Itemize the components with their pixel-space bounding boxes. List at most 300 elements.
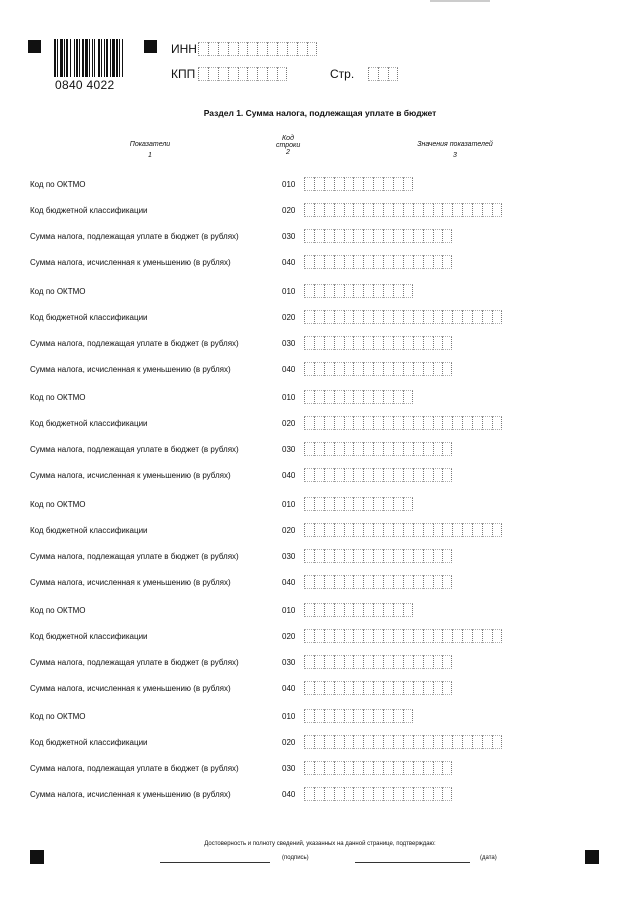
row-value-field[interactable] — [304, 284, 413, 298]
input-cell[interactable] — [393, 177, 403, 191]
inn-field[interactable] — [198, 42, 317, 56]
input-cell[interactable] — [334, 442, 344, 456]
row-value-field[interactable] — [304, 336, 452, 350]
input-cell[interactable] — [433, 681, 443, 695]
input-cell[interactable] — [413, 629, 423, 643]
input-cell[interactable] — [363, 709, 373, 723]
input-cell[interactable] — [393, 575, 403, 589]
input-cell[interactable] — [442, 629, 452, 643]
input-cell[interactable] — [324, 336, 334, 350]
input-cell[interactable] — [324, 735, 334, 749]
input-cell[interactable] — [452, 735, 462, 749]
input-cell[interactable] — [393, 390, 403, 404]
input-cell[interactable] — [304, 336, 314, 350]
input-cell[interactable] — [393, 310, 403, 324]
input-cell[interactable] — [344, 603, 354, 617]
input-cell[interactable] — [324, 177, 334, 191]
input-cell[interactable] — [442, 761, 452, 775]
input-cell[interactable] — [393, 362, 403, 376]
input-cell[interactable] — [413, 442, 423, 456]
row-value-field[interactable] — [304, 442, 452, 456]
input-cell[interactable] — [393, 284, 403, 298]
input-cell[interactable] — [314, 284, 324, 298]
input-cell[interactable] — [433, 523, 443, 537]
input-cell[interactable] — [383, 442, 393, 456]
input-cell[interactable] — [393, 255, 403, 269]
input-cell[interactable] — [353, 310, 363, 324]
input-cell[interactable] — [353, 255, 363, 269]
input-cell[interactable] — [363, 310, 373, 324]
input-cell[interactable] — [267, 42, 277, 56]
input-cell[interactable] — [373, 336, 383, 350]
input-cell[interactable] — [334, 255, 344, 269]
input-cell[interactable] — [413, 735, 423, 749]
input-cell[interactable] — [442, 523, 452, 537]
input-cell[interactable] — [297, 42, 307, 56]
input-cell[interactable] — [314, 523, 324, 537]
input-cell[interactable] — [413, 787, 423, 801]
input-cell[interactable] — [373, 629, 383, 643]
input-cell[interactable] — [324, 549, 334, 563]
input-cell[interactable] — [413, 336, 423, 350]
input-cell[interactable] — [393, 523, 403, 537]
input-cell[interactable] — [353, 523, 363, 537]
input-cell[interactable] — [452, 523, 462, 537]
input-cell[interactable] — [334, 497, 344, 511]
row-value-field[interactable] — [304, 575, 452, 589]
input-cell[interactable] — [383, 603, 393, 617]
input-cell[interactable] — [383, 416, 393, 430]
input-cell[interactable] — [442, 787, 452, 801]
input-cell[interactable] — [314, 362, 324, 376]
date-line[interactable] — [355, 862, 470, 863]
input-cell[interactable] — [373, 362, 383, 376]
input-cell[interactable] — [324, 761, 334, 775]
input-cell[interactable] — [492, 629, 502, 643]
input-cell[interactable] — [314, 416, 324, 430]
input-cell[interactable] — [344, 761, 354, 775]
input-cell[interactable] — [403, 497, 413, 511]
input-cell[interactable] — [353, 629, 363, 643]
input-cell[interactable] — [423, 681, 433, 695]
input-cell[interactable] — [363, 761, 373, 775]
input-cell[interactable] — [383, 735, 393, 749]
input-cell[interactable] — [403, 442, 413, 456]
input-cell[interactable] — [452, 310, 462, 324]
input-cell[interactable] — [378, 67, 388, 81]
row-value-field[interactable] — [304, 549, 452, 563]
input-cell[interactable] — [304, 416, 314, 430]
input-cell[interactable] — [433, 362, 443, 376]
input-cell[interactable] — [442, 549, 452, 563]
input-cell[interactable] — [373, 468, 383, 482]
input-cell[interactable] — [492, 203, 502, 217]
input-cell[interactable] — [314, 549, 324, 563]
input-cell[interactable] — [403, 575, 413, 589]
input-cell[interactable] — [344, 655, 354, 669]
input-cell[interactable] — [363, 497, 373, 511]
input-cell[interactable] — [324, 603, 334, 617]
input-cell[interactable] — [413, 681, 423, 695]
input-cell[interactable] — [413, 416, 423, 430]
input-cell[interactable] — [238, 67, 248, 81]
input-cell[interactable] — [334, 284, 344, 298]
input-cell[interactable] — [344, 177, 354, 191]
input-cell[interactable] — [304, 362, 314, 376]
input-cell[interactable] — [314, 575, 324, 589]
input-cell[interactable] — [363, 229, 373, 243]
input-cell[interactable] — [472, 416, 482, 430]
input-cell[interactable] — [492, 735, 502, 749]
input-cell[interactable] — [324, 255, 334, 269]
input-cell[interactable] — [353, 442, 363, 456]
input-cell[interactable] — [344, 310, 354, 324]
input-cell[interactable] — [324, 284, 334, 298]
input-cell[interactable] — [433, 549, 443, 563]
input-cell[interactable] — [482, 416, 492, 430]
input-cell[interactable] — [363, 468, 373, 482]
input-cell[interactable] — [403, 629, 413, 643]
input-cell[interactable] — [383, 284, 393, 298]
input-cell[interactable] — [334, 523, 344, 537]
input-cell[interactable] — [433, 655, 443, 669]
input-cell[interactable] — [353, 416, 363, 430]
input-cell[interactable] — [462, 310, 472, 324]
input-cell[interactable] — [442, 229, 452, 243]
input-cell[interactable] — [393, 709, 403, 723]
input-cell[interactable] — [433, 336, 443, 350]
input-cell[interactable] — [373, 549, 383, 563]
input-cell[interactable] — [423, 549, 433, 563]
input-cell[interactable] — [393, 735, 403, 749]
input-cell[interactable] — [353, 229, 363, 243]
input-cell[interactable] — [472, 629, 482, 643]
input-cell[interactable] — [363, 575, 373, 589]
input-cell[interactable] — [344, 523, 354, 537]
input-cell[interactable] — [403, 310, 413, 324]
input-cell[interactable] — [344, 575, 354, 589]
input-cell[interactable] — [304, 655, 314, 669]
input-cell[interactable] — [383, 229, 393, 243]
input-cell[interactable] — [324, 497, 334, 511]
input-cell[interactable] — [462, 416, 472, 430]
input-cell[interactable] — [368, 67, 378, 81]
input-cell[interactable] — [403, 468, 413, 482]
input-cell[interactable] — [492, 416, 502, 430]
input-cell[interactable] — [413, 203, 423, 217]
input-cell[interactable] — [423, 575, 433, 589]
input-cell[interactable] — [344, 255, 354, 269]
input-cell[interactable] — [363, 629, 373, 643]
row-value-field[interactable] — [304, 390, 413, 404]
input-cell[interactable] — [373, 310, 383, 324]
input-cell[interactable] — [413, 229, 423, 243]
input-cell[interactable] — [353, 177, 363, 191]
input-cell[interactable] — [373, 203, 383, 217]
input-cell[interactable] — [304, 549, 314, 563]
input-cell[interactable] — [353, 549, 363, 563]
input-cell[interactable] — [403, 523, 413, 537]
input-cell[interactable] — [344, 629, 354, 643]
input-cell[interactable] — [433, 203, 443, 217]
input-cell[interactable] — [482, 735, 492, 749]
input-cell[interactable] — [403, 336, 413, 350]
input-cell[interactable] — [304, 203, 314, 217]
input-cell[interactable] — [344, 709, 354, 723]
signature-line[interactable] — [160, 862, 270, 863]
input-cell[interactable] — [363, 284, 373, 298]
input-cell[interactable] — [462, 629, 472, 643]
input-cell[interactable] — [238, 42, 248, 56]
input-cell[interactable] — [228, 67, 238, 81]
input-cell[interactable] — [403, 416, 413, 430]
input-cell[interactable] — [423, 336, 433, 350]
input-cell[interactable] — [442, 336, 452, 350]
input-cell[interactable] — [334, 310, 344, 324]
input-cell[interactable] — [452, 629, 462, 643]
input-cell[interactable] — [304, 229, 314, 243]
input-cell[interactable] — [423, 229, 433, 243]
row-value-field[interactable] — [304, 229, 452, 243]
input-cell[interactable] — [277, 67, 287, 81]
input-cell[interactable] — [304, 177, 314, 191]
input-cell[interactable] — [403, 284, 413, 298]
input-cell[interactable] — [344, 787, 354, 801]
input-cell[interactable] — [393, 549, 403, 563]
input-cell[interactable] — [353, 390, 363, 404]
input-cell[interactable] — [334, 177, 344, 191]
input-cell[interactable] — [383, 203, 393, 217]
input-cell[interactable] — [304, 575, 314, 589]
input-cell[interactable] — [423, 787, 433, 801]
input-cell[interactable] — [304, 468, 314, 482]
input-cell[interactable] — [324, 575, 334, 589]
input-cell[interactable] — [388, 67, 398, 81]
input-cell[interactable] — [353, 362, 363, 376]
input-cell[interactable] — [423, 416, 433, 430]
input-cell[interactable] — [373, 284, 383, 298]
input-cell[interactable] — [403, 681, 413, 695]
input-cell[interactable] — [423, 203, 433, 217]
input-cell[interactable] — [373, 177, 383, 191]
input-cell[interactable] — [423, 362, 433, 376]
input-cell[interactable] — [314, 735, 324, 749]
input-cell[interactable] — [324, 229, 334, 243]
input-cell[interactable] — [393, 761, 403, 775]
input-cell[interactable] — [334, 629, 344, 643]
input-cell[interactable] — [334, 761, 344, 775]
input-cell[interactable] — [433, 735, 443, 749]
input-cell[interactable] — [373, 655, 383, 669]
page-number-field[interactable] — [368, 67, 398, 81]
input-cell[interactable] — [363, 255, 373, 269]
input-cell[interactable] — [314, 203, 324, 217]
input-cell[interactable] — [442, 203, 452, 217]
input-cell[interactable] — [324, 310, 334, 324]
input-cell[interactable] — [314, 629, 324, 643]
input-cell[interactable] — [334, 735, 344, 749]
input-cell[interactable] — [363, 549, 373, 563]
input-cell[interactable] — [324, 442, 334, 456]
input-cell[interactable] — [334, 468, 344, 482]
input-cell[interactable] — [257, 67, 267, 81]
input-cell[interactable] — [383, 336, 393, 350]
input-cell[interactable] — [307, 42, 317, 56]
input-cell[interactable] — [393, 442, 403, 456]
input-cell[interactable] — [462, 523, 472, 537]
input-cell[interactable] — [218, 67, 228, 81]
input-cell[interactable] — [324, 362, 334, 376]
row-value-field[interactable] — [304, 468, 452, 482]
input-cell[interactable] — [314, 229, 324, 243]
input-cell[interactable] — [304, 523, 314, 537]
input-cell[interactable] — [383, 177, 393, 191]
input-cell[interactable] — [363, 416, 373, 430]
input-cell[interactable] — [344, 203, 354, 217]
input-cell[interactable] — [353, 603, 363, 617]
input-cell[interactable] — [413, 362, 423, 376]
input-cell[interactable] — [363, 787, 373, 801]
input-cell[interactable] — [373, 709, 383, 723]
input-cell[interactable] — [413, 310, 423, 324]
input-cell[interactable] — [413, 255, 423, 269]
input-cell[interactable] — [383, 468, 393, 482]
input-cell[interactable] — [314, 177, 324, 191]
input-cell[interactable] — [344, 442, 354, 456]
input-cell[interactable] — [314, 709, 324, 723]
input-cell[interactable] — [314, 681, 324, 695]
input-cell[interactable] — [363, 442, 373, 456]
input-cell[interactable] — [334, 549, 344, 563]
input-cell[interactable] — [442, 310, 452, 324]
input-cell[interactable] — [423, 761, 433, 775]
input-cell[interactable] — [403, 709, 413, 723]
input-cell[interactable] — [344, 468, 354, 482]
input-cell[interactable] — [334, 336, 344, 350]
input-cell[interactable] — [373, 523, 383, 537]
input-cell[interactable] — [393, 655, 403, 669]
input-cell[interactable] — [373, 761, 383, 775]
input-cell[interactable] — [433, 310, 443, 324]
input-cell[interactable] — [403, 603, 413, 617]
input-cell[interactable] — [442, 735, 452, 749]
input-cell[interactable] — [383, 390, 393, 404]
input-cell[interactable] — [482, 523, 492, 537]
input-cell[interactable] — [403, 549, 413, 563]
input-cell[interactable] — [492, 310, 502, 324]
input-cell[interactable] — [413, 523, 423, 537]
input-cell[interactable] — [383, 575, 393, 589]
input-cell[interactable] — [314, 787, 324, 801]
input-cell[interactable] — [403, 362, 413, 376]
input-cell[interactable] — [373, 603, 383, 617]
input-cell[interactable] — [393, 681, 403, 695]
input-cell[interactable] — [383, 787, 393, 801]
input-cell[interactable] — [334, 229, 344, 243]
input-cell[interactable] — [334, 603, 344, 617]
input-cell[interactable] — [314, 310, 324, 324]
input-cell[interactable] — [353, 681, 363, 695]
input-cell[interactable] — [393, 787, 403, 801]
input-cell[interactable] — [433, 416, 443, 430]
input-cell[interactable] — [373, 390, 383, 404]
input-cell[interactable] — [363, 336, 373, 350]
input-cell[interactable] — [413, 761, 423, 775]
input-cell[interactable] — [403, 255, 413, 269]
input-cell[interactable] — [373, 416, 383, 430]
input-cell[interactable] — [433, 468, 443, 482]
input-cell[interactable] — [314, 390, 324, 404]
input-cell[interactable] — [344, 284, 354, 298]
input-cell[interactable] — [218, 42, 228, 56]
input-cell[interactable] — [353, 735, 363, 749]
input-cell[interactable] — [403, 177, 413, 191]
input-cell[interactable] — [383, 549, 393, 563]
input-cell[interactable] — [393, 603, 403, 617]
input-cell[interactable] — [383, 497, 393, 511]
input-cell[interactable] — [344, 362, 354, 376]
input-cell[interactable] — [423, 629, 433, 643]
input-cell[interactable] — [423, 310, 433, 324]
input-cell[interactable] — [277, 42, 287, 56]
input-cell[interactable] — [314, 497, 324, 511]
input-cell[interactable] — [344, 390, 354, 404]
input-cell[interactable] — [353, 575, 363, 589]
input-cell[interactable] — [403, 203, 413, 217]
input-cell[interactable] — [247, 67, 257, 81]
input-cell[interactable] — [304, 390, 314, 404]
row-value-field[interactable] — [304, 709, 413, 723]
input-cell[interactable] — [324, 468, 334, 482]
input-cell[interactable] — [373, 255, 383, 269]
input-cell[interactable] — [363, 603, 373, 617]
input-cell[interactable] — [334, 390, 344, 404]
input-cell[interactable] — [442, 575, 452, 589]
input-cell[interactable] — [472, 310, 482, 324]
input-cell[interactable] — [383, 681, 393, 695]
input-cell[interactable] — [344, 549, 354, 563]
input-cell[interactable] — [198, 67, 208, 81]
input-cell[interactable] — [363, 203, 373, 217]
input-cell[interactable] — [383, 310, 393, 324]
input-cell[interactable] — [393, 468, 403, 482]
input-cell[interactable] — [334, 362, 344, 376]
input-cell[interactable] — [403, 390, 413, 404]
input-cell[interactable] — [304, 442, 314, 456]
input-cell[interactable] — [423, 735, 433, 749]
input-cell[interactable] — [413, 468, 423, 482]
input-cell[interactable] — [304, 709, 314, 723]
input-cell[interactable] — [363, 177, 373, 191]
input-cell[interactable] — [344, 336, 354, 350]
input-cell[interactable] — [363, 681, 373, 695]
input-cell[interactable] — [403, 655, 413, 669]
input-cell[interactable] — [344, 735, 354, 749]
input-cell[interactable] — [373, 735, 383, 749]
input-cell[interactable] — [314, 468, 324, 482]
input-cell[interactable] — [472, 523, 482, 537]
input-cell[interactable] — [423, 442, 433, 456]
input-cell[interactable] — [353, 655, 363, 669]
row-value-field[interactable] — [304, 310, 502, 324]
row-value-field[interactable] — [304, 787, 452, 801]
input-cell[interactable] — [324, 629, 334, 643]
input-cell[interactable] — [324, 787, 334, 801]
input-cell[interactable] — [314, 255, 324, 269]
input-cell[interactable] — [304, 497, 314, 511]
input-cell[interactable] — [442, 655, 452, 669]
input-cell[interactable] — [344, 416, 354, 430]
